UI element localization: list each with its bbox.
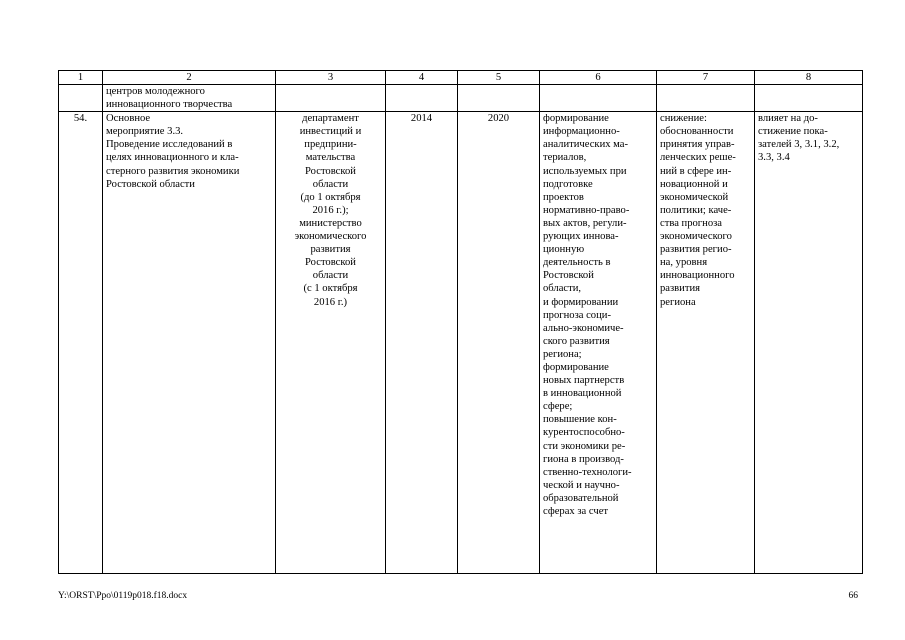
header-col-3: 3 xyxy=(276,71,386,85)
cell-continuation-5 xyxy=(458,85,540,112)
table-row-continuation xyxy=(59,85,863,112)
cell-row-number: 54. xyxy=(59,112,103,574)
header-col-7: 7 xyxy=(657,71,755,85)
cell-responsible: департамент инвестиций и предприни- мательства Ростовской области (до 1 октября 2016 г.); министерство экономического развития Ростовской области (с 1 октября 2016 г.) xyxy=(276,112,386,574)
cell-continuation-3 xyxy=(276,85,386,112)
footer-file-path: Y:\ORST\Ppo\0119p018.f18.docx xyxy=(58,591,188,601)
header-col-2: 2 xyxy=(103,71,276,85)
cell-continuation-2: центров молодежного инновационного творчества xyxy=(103,85,276,112)
header-col-6: 6 xyxy=(540,71,657,85)
header-col-8: 8 xyxy=(755,71,863,85)
cell-indicators: влияет на до- стижение пока- зателей 3, 3.1, 3.2, 3.3, 3.4 xyxy=(755,112,863,574)
header-row xyxy=(59,71,863,85)
cell-continuation-4 xyxy=(386,85,458,112)
header-col-1: 1 xyxy=(59,71,103,85)
cell-consequences: снижение: обоснованности принятия управ- ленческих реше- ний в сфере ин- новационной и экономической политики; каче- ства прогноза экономического развития регио- на, уровня инновационного развития региона xyxy=(657,112,755,574)
document-table xyxy=(58,70,863,574)
cell-expected-result: формирование информационно- аналитических ма- териалов, используемых при подготовке проектов нормативно-право- вых актов, регули- рующих иннова- ционную деятельность в Ростовской области, и формировании прогноза соци- ально-экономиче- ского развития региона; формирование новых партнерств в инновационной сфере; повышение кон- курентоспособно- сти экономики ре- гиона в производ- ственно-технологи- ческой и научно- образовательной сферах за счет xyxy=(540,112,657,574)
cell-continuation-8 xyxy=(755,85,863,112)
cell-activity-name: Основное мероприятие 3.3. Проведение исследований в целях инновационного и кла- стерного развития экономики Ростовской области xyxy=(103,112,276,574)
header-col-5: 5 xyxy=(458,71,540,85)
footer-page-number: 66 xyxy=(848,591,858,601)
cell-continuation-6 xyxy=(540,85,657,112)
cell-end-year: 2020 xyxy=(458,112,540,574)
table-row-54 xyxy=(59,112,863,574)
cell-continuation-1 xyxy=(59,85,103,112)
cell-continuation-7 xyxy=(657,85,755,112)
header-col-4: 4 xyxy=(386,71,458,85)
cell-start-year: 2014 xyxy=(386,112,458,574)
